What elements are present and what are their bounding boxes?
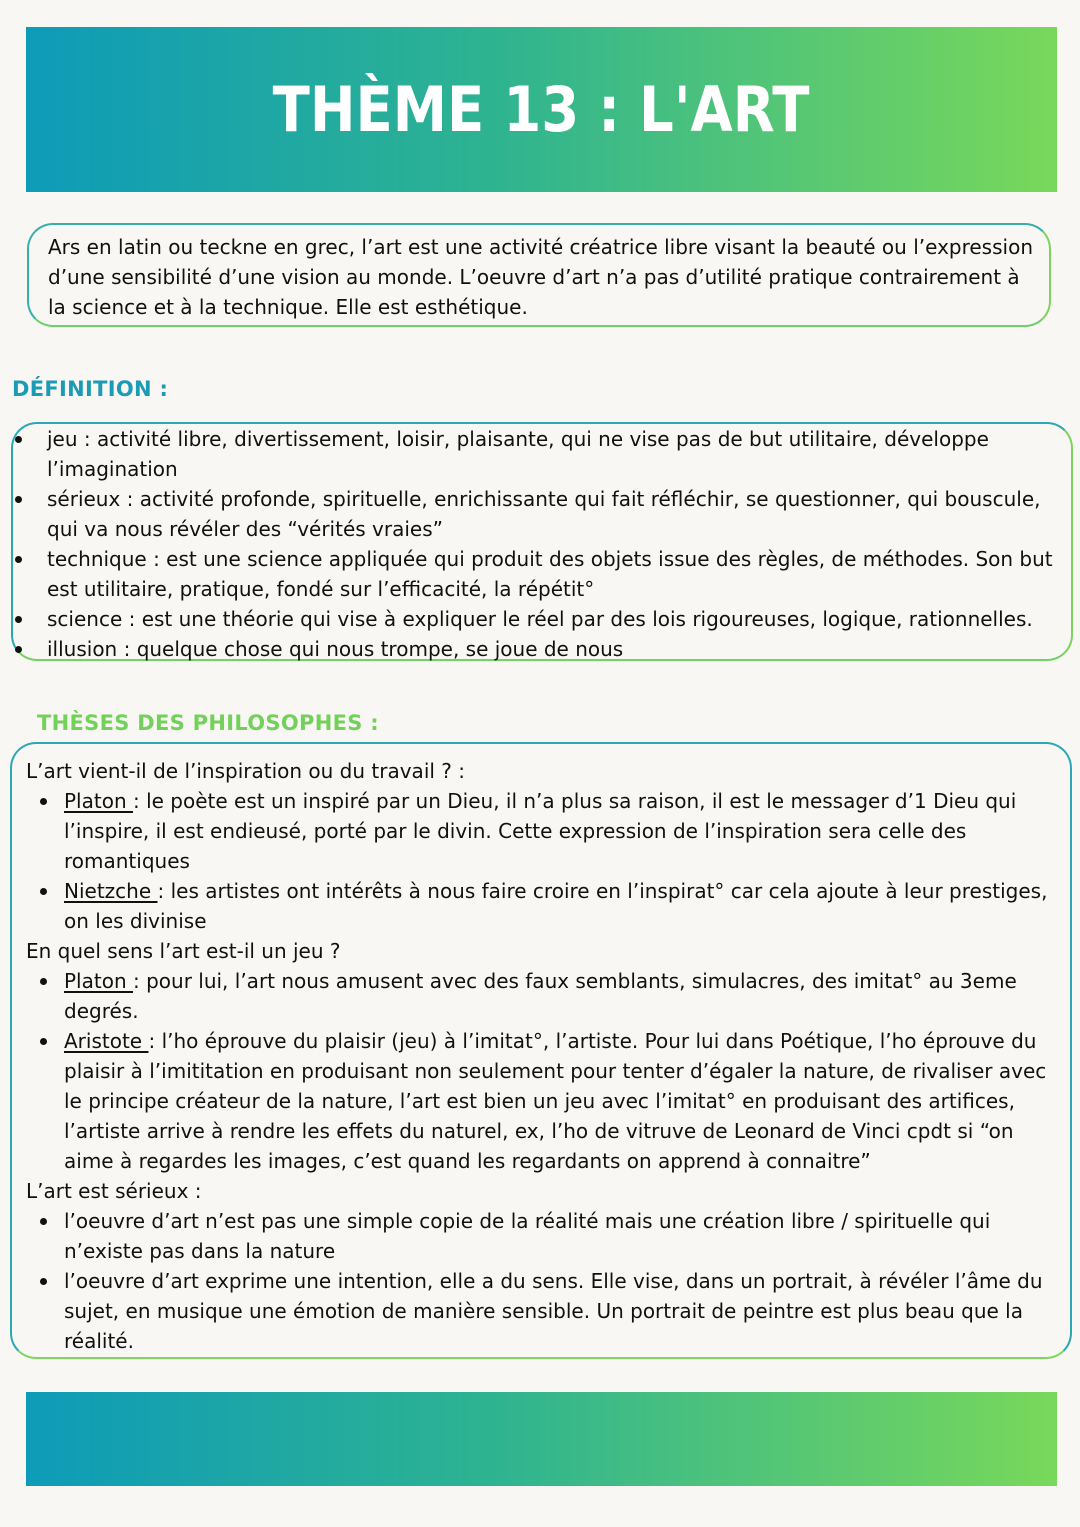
footer-banner [26, 1392, 1057, 1486]
theses-list-jeu [26, 966, 1060, 1176]
thesis-text: : les artistes ont intérêts à nous faire croire en l’inspirat° car cela ajoute à leur prestiges, on les divinise [64, 879, 1048, 933]
philosopher-name: Nietzche [64, 879, 158, 903]
theses-box [10, 742, 1072, 1359]
thesis-text: l’oeuvre d’art exprime une intention, elle a du sens. Elle vise, dans un portrait, à révéler l’âme du sujet, en musique une émotion de manière sensible. Un portrait de peintre est plus beau que la réalité. [64, 1269, 1043, 1353]
theses-title: THÈSES DES PHILOSOPHES : [37, 711, 379, 735]
definition-item-jeu: jeu : activité libre, divertissement, loisir, plaisante, qui ne vise pas de but utilitaire, développe l’imagination [13, 424, 1073, 484]
definition-item-serieux: sérieux : activité profonde, spirituelle, enrichissante qui fait réfléchir, se questionner, qui bouscule, qui va nous révéler des “vérités vraies” [13, 484, 1073, 544]
thesis-item [26, 876, 1060, 936]
intro-box [27, 223, 1051, 327]
thesis-text: : le poète est un inspiré par un Dieu, il n’a plus sa raison, il est le messager d’1 Dieu qui l’inspire, il est endieusé, porté par le divin. Cette expression de l’inspiration sera celle des romantiques [64, 789, 1017, 873]
thesis-text: : l’ho éprouve du plaisir (jeu) à l’imitat°, l’artiste. Pour lui dans Poétique, l’ho éprouve du plaisir à l’imititation en produisant non seulement pour tenter d’égaler la nature, de rivaliser avec le principe créateur de la nature, l’art est bien un jeu avec l’imitat° en produisant des artifices, l’artiste arrive à rendre les effets du naturel, ex, l’ho de vitruve de Leonard de Vinci cpdt si “on aime à regardes les images, c’est quand les regardants on apprend à connaitre” [64, 1029, 1047, 1173]
definition-item-technique: technique : est une science appliquée qui produit des objets issue des règles, de méthodes. Son but est utilitaire, pratique, fondé sur l’efficacité, la répétit° [13, 544, 1073, 604]
thesis-item [26, 1206, 1060, 1266]
intro-text: Ars en latin ou teckne en grec, l’art est une activité créatrice libre visant la beauté ou l’expression d’une sensibilité d’une vision au monde. L’oeuvre d’art n’a pas d’utilité pratique contrairement à la science et à la technique. Elle est esthétique. [48, 235, 1033, 319]
thesis-item [26, 786, 1060, 876]
question-inspiration: L’art vient-il de l’inspiration ou du travail ? : [26, 759, 465, 783]
theses-list-serieux [26, 1206, 1060, 1356]
definition-list [13, 424, 1073, 664]
definition-item-science: science : est une théorie qui vise à expliquer le réel par des lois rigoureuses, logique, rationnelles. [13, 604, 1073, 634]
question-serieux: L’art est sérieux : [26, 1179, 202, 1203]
thesis-item [26, 966, 1060, 1026]
definition-title: DÉFINITION : [12, 377, 169, 401]
philosopher-name: Platon [64, 969, 133, 993]
thesis-text: l’oeuvre d’art n’est pas une simple copie de la réalité mais une création libre / spirituelle qui n’existe pas dans la nature [64, 1209, 991, 1263]
header-banner [26, 27, 1057, 192]
thesis-item [26, 1026, 1060, 1176]
thesis-item [26, 1266, 1060, 1356]
philosopher-name: Platon [64, 789, 133, 813]
page-title: THÈME 13 : L'ART [273, 73, 810, 146]
question-jeu: En quel sens l’art est-il un jeu ? [26, 939, 341, 963]
philosopher-name: Aristote [64, 1029, 149, 1053]
thesis-text: : pour lui, l’art nous amusent avec des faux semblants, simulacres, des imitat° au 3eme degrés. [64, 969, 1017, 1023]
definition-item-illusion: illusion : quelque chose qui nous trompe, se joue de nous [13, 634, 1073, 664]
definition-box [11, 422, 1073, 661]
theses-list-inspiration [26, 786, 1060, 936]
